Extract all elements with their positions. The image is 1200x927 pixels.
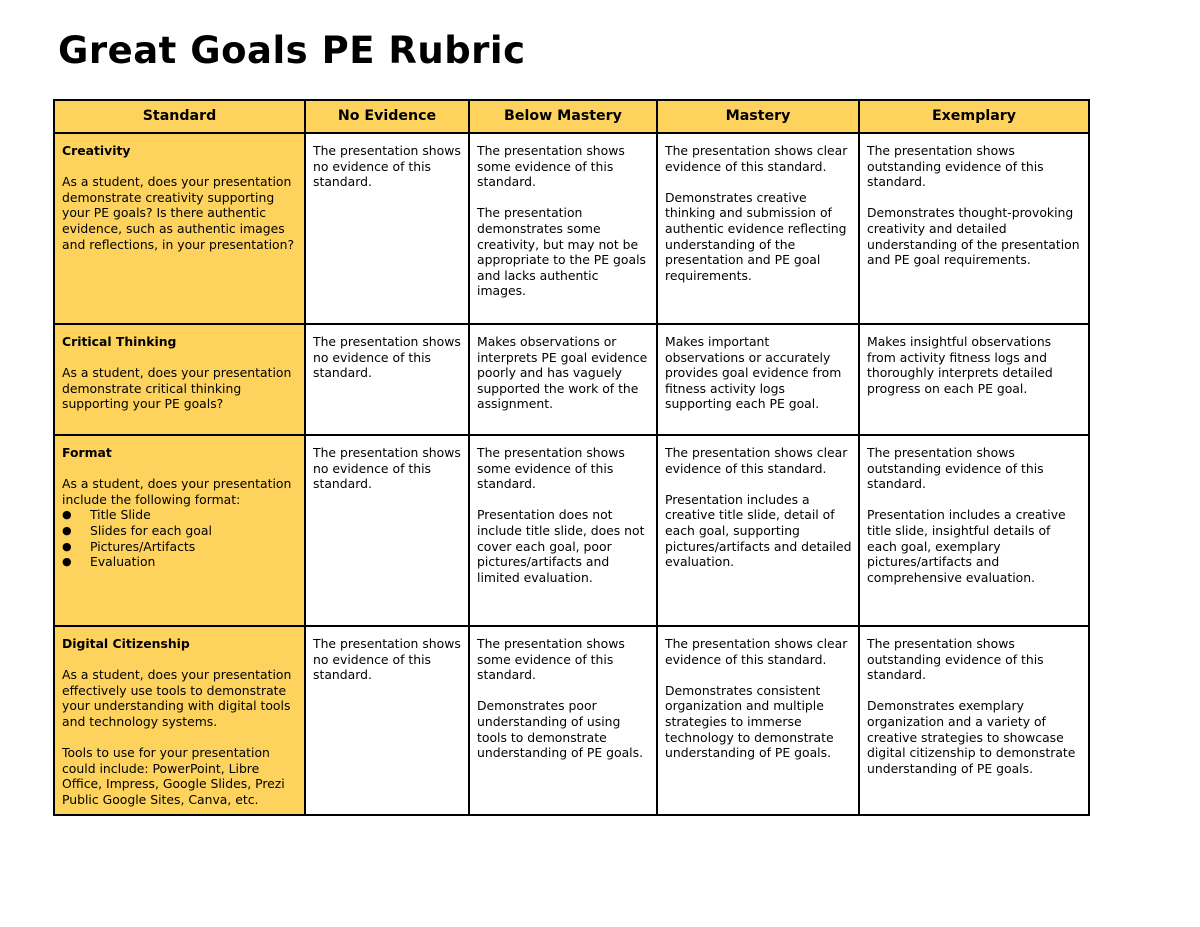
standard-name: Creativity	[62, 143, 131, 158]
col-header-no-evidence: No Evidence	[305, 100, 469, 133]
standard-note: Tools to use for your presentation could include: PowerPoint, Libre Office, Impress, Google Slides, Prezi Public Google Sites, Canva, etc.	[62, 745, 285, 807]
cell-text: Demonstrates exemplary organization and a variety of creative strategies to showcase digital citizenship to demonstrate understanding of PE goals.	[867, 698, 1076, 776]
format-list	[62, 507, 298, 569]
standard-question: As a student, does your presentation include the following format:	[62, 476, 292, 507]
cell-text: The presentation shows no evidence of this standard.	[313, 143, 461, 190]
col-header-mastery: Mastery	[657, 100, 859, 133]
cell-exemplary	[859, 133, 1089, 324]
cell-exemplary	[859, 324, 1089, 435]
cell-mastery	[657, 133, 859, 324]
cell-text: The presentation shows clear evidence of this standard.	[665, 636, 848, 667]
cell-no-evidence	[305, 626, 469, 815]
cell-text: The presentation shows clear evidence of this standard.	[665, 143, 848, 174]
cell-text: Presentation includes a creative title slide, detail of each goal, supporting pictures/artifacts and detailed evaluation.	[665, 491, 852, 570]
standard-cell-creativity	[54, 133, 305, 324]
standard-cell-digital-citizenship	[54, 626, 305, 815]
col-header-standard: Standard	[54, 100, 305, 133]
cell-below-mastery	[469, 324, 657, 435]
cell-below-mastery	[469, 626, 657, 815]
standard-question: As a student, does your presentation effectively use tools to demonstrate your understanding with digital tools and technology systems.	[62, 667, 292, 729]
cell-no-evidence	[305, 324, 469, 435]
cell-text: Presentation includes a creative title slide, insightful details of each goal, exemplary pictures/artifacts and comprehensive evaluation.	[867, 507, 1066, 585]
list-item: ● Title Slide	[62, 507, 298, 523]
cell-text: The presentation shows outstanding evidence of this standard.	[867, 445, 1044, 492]
cell-no-evidence	[305, 435, 469, 626]
standard-name: Format	[62, 445, 112, 460]
cell-text: Makes insightful observations from activity fitness logs and thoroughly interprets detailed progress on each PE goal.	[867, 334, 1053, 396]
cell-text: The presentation shows outstanding evidence of this standard.	[867, 636, 1044, 683]
cell-text: The presentation shows some evidence of this standard.	[477, 636, 625, 683]
standard-cell-critical-thinking	[54, 324, 305, 435]
standard-name: Digital Citizenship	[62, 636, 190, 651]
standard-cell-format	[54, 435, 305, 626]
standard-question: As a student, does your presentation demonstrate critical thinking supporting your PE goals?	[62, 365, 292, 412]
cell-text: Demonstrates creative thinking and submission of authentic evidence reflecting understanding of the presentation and PE goal requirements.	[665, 189, 847, 283]
cell-below-mastery	[469, 133, 657, 324]
cell-text: The presentation shows no evidence of this standard.	[313, 636, 461, 683]
list-item: ● Slides for each goal	[62, 523, 298, 539]
page-title: Great Goals PE Rubric	[58, 29, 526, 72]
standard-name: Critical Thinking	[62, 334, 177, 349]
cell-below-mastery	[469, 435, 657, 626]
cell-text: Makes observations or interprets PE goal evidence poorly and has vaguely supported the work of the assignment.	[477, 334, 648, 412]
cell-text: The presentation shows no evidence of this standard.	[313, 334, 461, 381]
cell-mastery	[657, 435, 859, 626]
cell-text: Demonstrates thought-provoking creativity and detailed understanding of the presentation and PE goal requirements.	[867, 205, 1080, 268]
cell-text: Makes important observations or accurately provides goal evidence from fitness activity logs supporting each PE goal.	[665, 334, 842, 412]
table-row	[54, 133, 1089, 324]
cell-mastery	[657, 626, 859, 815]
list-item: ● Pictures/Artifacts	[62, 539, 298, 555]
cell-text: The presentation shows some evidence of this standard.	[477, 445, 625, 492]
cell-text: The presentation shows no evidence of this standard.	[313, 445, 461, 492]
rubric-table	[53, 99, 1090, 816]
list-item: ● Evaluation	[62, 554, 298, 570]
table-row	[54, 626, 1089, 815]
cell-mastery	[657, 324, 859, 435]
cell-text: The presentation shows some evidence of this standard.	[477, 143, 625, 190]
standard-question: As a student, does your presentation demonstrate creativity supporting your PE goals? Is there authentic evidence, such as authentic images and reflections, in your presentation?	[62, 174, 295, 252]
header-row	[54, 100, 1089, 133]
cell-exemplary	[859, 626, 1089, 815]
cell-text: The presentation shows outstanding evidence of this standard.	[867, 143, 1044, 190]
cell-text: The presentation demonstrates some creativity, but may not be appropriate to the PE goals and lacks authentic images.	[477, 205, 646, 299]
cell-no-evidence	[305, 133, 469, 324]
cell-exemplary	[859, 435, 1089, 626]
cell-text: Presentation does not include title slide, does not cover each goal, poor pictures/artifacts and limited evaluation.	[477, 507, 645, 585]
table-row	[54, 324, 1089, 435]
cell-text: Demonstrates poor understanding of using tools to demonstrate understanding of PE goals.	[477, 698, 644, 761]
table-row	[54, 435, 1089, 626]
cell-text: The presentation shows clear evidence of this standard.	[665, 445, 848, 476]
col-header-below-mastery: Below Mastery	[469, 100, 657, 133]
col-header-exemplary: Exemplary	[859, 100, 1089, 133]
cell-text: Demonstrates consistent organization and multiple strategies to immerse technology to demonstrate understanding of PE goals.	[665, 682, 834, 761]
